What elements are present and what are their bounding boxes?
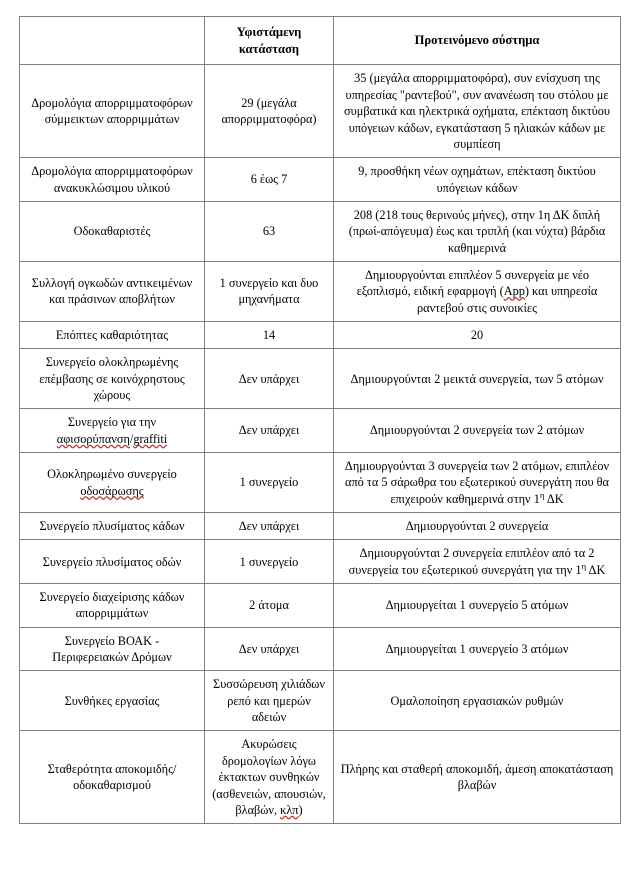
cell-proposed: Δημιουργούνται 2 συνεργεία των 2 ατόμων [334, 409, 621, 453]
column-header-proposed-system: Προτεινόμενο σύστημα [334, 17, 621, 65]
table-header [20, 17, 621, 65]
cell-measure: Συλλογή ογκωδών αντικειμένων και πράσινων αποβλήτων [20, 261, 205, 321]
cell-proposed: Δημιουργούνται 3 συνεργεία των 2 ατόμων, επιπλέον από τα 5 σάρωθρα του εξωτερικού συνεργάτη που θα επιχειρούν καθημερινά στην $1^\eta$ ΔΚ [334, 453, 621, 513]
table-row [20, 409, 621, 453]
table-row [20, 158, 621, 202]
cell-current: 1 συνεργείο [205, 540, 334, 584]
table-row [20, 540, 621, 584]
table-row [20, 201, 621, 261]
cell-current: 2 άτομα [205, 584, 334, 628]
table-header-row [20, 17, 621, 65]
cell-measure: Συνεργείο πλυσίματος κάδων [20, 513, 205, 540]
cell-current: 29 (μεγάλα απορριμματοφόρα) [205, 65, 334, 158]
cell-proposed: 9, προσθήκη νέων οχημάτων, επέκταση δικτύου υπόγειων κάδων [334, 158, 621, 202]
table-row [20, 513, 621, 540]
table-row [20, 349, 621, 409]
cell-measure: Δρομολόγια απορριμματοφόρων σύμμεικτων απορριμμάτων [20, 65, 205, 158]
cell-current: Δεν υπάρχει [205, 513, 334, 540]
cell-proposed: 35 (μεγάλα απορριμματοφόρα), συν ενίσχυση της υπηρεσίας "ραντεβού", συν ανανέωση του στόλου με συμβατικά και ηλεκτρικά οχήματα, επέκταση δικτύου υπόγειων κάδων, εγκατάσταση 5 ηλιακών κάδων με συμπίεση [334, 65, 621, 158]
cell-current: 14 [205, 321, 334, 348]
cell-proposed: Δημιουργείται 1 συνεργείο 3 ατόμων [334, 627, 621, 671]
cell-current: Συσσώρευση χιλιάδων ρεπό και ημερών αδειών [205, 671, 334, 731]
table-row [20, 584, 621, 628]
cell-measure: Συνεργείο πλυσίματος οδών [20, 540, 205, 584]
cell-measure: Συνεργείο διαχείρισης κάδων απορριμμάτων [20, 584, 205, 628]
cell-measure: Οδοκαθαριστές [20, 201, 205, 261]
cell-measure: Επόπτες καθαριότητας [20, 321, 205, 348]
cell-proposed: Πλήρης και σταθερή αποκομιδή, άμεση αποκατάσταση βλαβών [334, 731, 621, 824]
cell-proposed: Δημιουργούνται επιπλέον 5 συνεργεία με νέο εξοπλισμό, ειδική εφαρμογή (App) και υπηρεσία ραντεβού στις συνοικίες [334, 261, 621, 321]
table-row [20, 65, 621, 158]
cell-measure: Συνθήκες εργασίας [20, 671, 205, 731]
column-header-measure [20, 17, 205, 65]
comparison-table [19, 16, 621, 824]
cell-current: 1 συνεργείο και δυο μηχανήματα [205, 261, 334, 321]
table-row [20, 671, 621, 731]
cell-proposed: Δημιουργούνται 2 συνεργεία επιπλέον από τα 2 συνεργεία του εξωτερικού συνεργάτη για την $1^\eta$ ΔΚ [334, 540, 621, 584]
cell-measure: Σταθερότητα αποκομιδής/οδοκαθαρισμού [20, 731, 205, 824]
cell-proposed: 208 (218 τους θερινούς μήνες), στην 1η ΔΚ διπλή (πρωί-απόγευμα) έως και τριπλή (και νύχτα) βάρδια καθημερινά [334, 201, 621, 261]
table-row [20, 453, 621, 513]
cell-current: 1 συνεργείο [205, 453, 334, 513]
cell-measure: Συνεργείο ΒΟΑΚ - Περιφερειακών Δρόμων [20, 627, 205, 671]
comparison-table-container [19, 16, 620, 866]
cell-current: Ακυρώσεις δρομολογίων λόγω έκτακτων συνθηκών (ασθενειών, απουσιών, βλαβών, κλπ) [205, 731, 334, 824]
cell-current: Δεν υπάρχει [205, 409, 334, 453]
cell-measure: Δρομολόγια απορριμματοφόρων ανακυκλώσιμου υλικού [20, 158, 205, 202]
table-row [20, 261, 621, 321]
table-body [20, 65, 621, 824]
cell-proposed: Δημιουργούνται 2 συνεργεία [334, 513, 621, 540]
cell-proposed: Δημιουργείται 1 συνεργείο 5 ατόμων [334, 584, 621, 628]
column-header-current-situation: Υφιστάμενη κατάσταση [205, 17, 334, 65]
cell-current: 63 [205, 201, 334, 261]
table-row [20, 321, 621, 348]
cell-measure: Συνεργείο για την αφισορύπανση/graffiti [20, 409, 205, 453]
table-row [20, 627, 621, 671]
cell-measure: Συνεργείο ολοκληρωμένης επέμβασης σε κοινόχρηστους χώρους [20, 349, 205, 409]
cell-proposed: Ομαλοποίηση εργασιακών ρυθμών [334, 671, 621, 731]
cell-current: Δεν υπάρχει [205, 349, 334, 409]
table-row [20, 731, 621, 824]
cell-proposed: Δημιουργούνται 2 μεικτά συνεργεία, των 5 ατόμων [334, 349, 621, 409]
cell-proposed: 20 [334, 321, 621, 348]
cell-current: 6 έως 7 [205, 158, 334, 202]
cell-measure: Ολοκληρωμένο συνεργείο οδοσάρωσης [20, 453, 205, 513]
cell-current: Δεν υπάρχει [205, 627, 334, 671]
